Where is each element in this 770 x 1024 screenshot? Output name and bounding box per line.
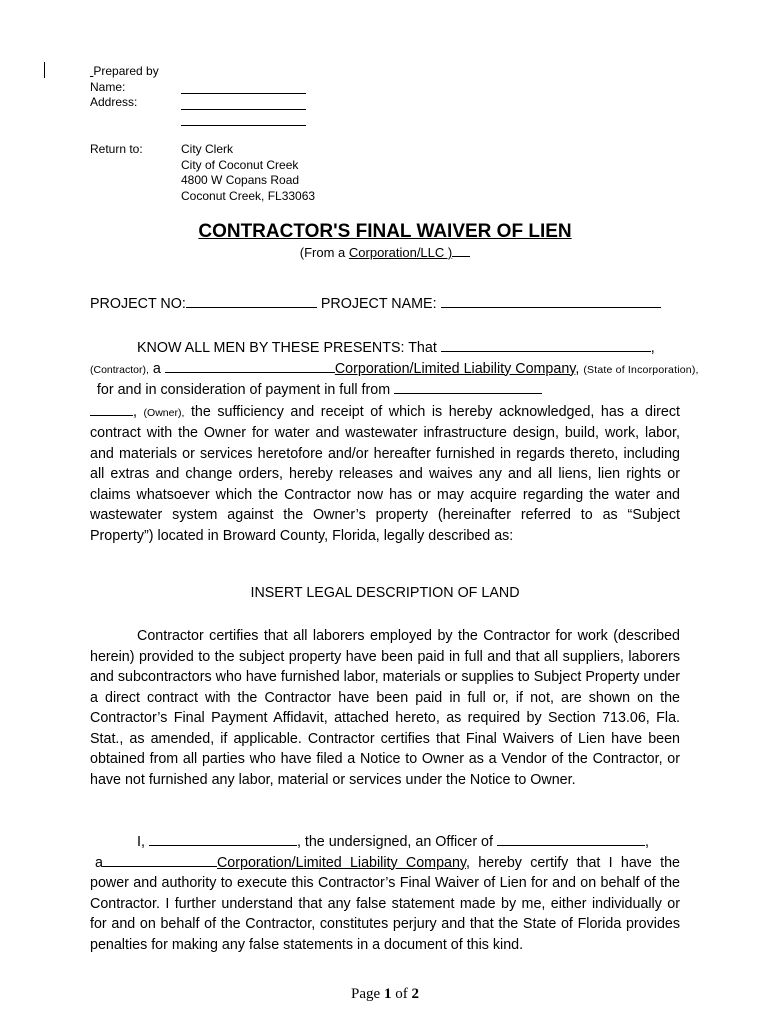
project-name-label: PROJECT NAME: <box>320 296 437 312</box>
text-cursor <box>44 62 45 78</box>
entity-type: Corporation/Limited Liability Company <box>334 360 576 377</box>
return-line: City Clerk <box>181 142 234 156</box>
owner-name-field-cont[interactable] <box>90 415 133 416</box>
paragraph-certification: Contractor certifies that all laborers employed by the Contractor for work (described herein) provided to the subject property have been paid in full and that all suppliers, laborers and subcontractors who have furnished labor, materials or supplies to Subject Property under a direct contract with the Contractor have been paid in full or, if not, are shown on the Contractor’s Final Payment Affidavit, attached hereto, as required by Section 713.06, Fla. Stat., as amended, if applicable. Contractor certifies that Final Waivers of Lien have been obtained from all parties who have filed a Notice to Owner as a Vendor of the Contractor, or have not furnished any labor, material or services under the Notice to Owner. <box>90 628 680 788</box>
address-label: Address: <box>90 95 138 109</box>
address-field-line2[interactable] <box>181 125 306 126</box>
prepared-by-label: Prepared by <box>93 64 159 78</box>
name-label: Name: <box>90 80 126 94</box>
officer-entity-field[interactable] <box>103 866 217 867</box>
legal-description-placeholder: INSERT LEGAL DESCRIPTION OF LAND <box>250 585 520 601</box>
return-to-label: Return to: <box>90 142 143 156</box>
page-number: Page 1 of 2 <box>351 986 419 1002</box>
project-line <box>90 296 661 312</box>
company-name-field[interactable] <box>497 845 645 846</box>
project-no-label: PROJECT NO: <box>90 296 186 312</box>
contractor-field[interactable] <box>165 372 335 373</box>
document-subtitle: (From a Corporation/LLC ) <box>0 245 770 260</box>
owner-name-field[interactable] <box>394 393 542 394</box>
paragraph-officer: I, , the undersigned, an Officer of , a Corporation/Limited Liability Company, hereby certify that I have the power and authority to execute this Contractor’s Final Waiver of Lien for and on behalf of the Contractor. I further understand that any false statement made by me, either individually or for and on behalf of the Contractor, constitutes perjury and that the State of Florida provides penalties for making any false statements in a document of this kind. <box>90 834 680 953</box>
return-line: City of Coconut Creek <box>181 157 299 172</box>
document-title: CONTRACTOR'S FINAL WAIVER OF LIEN <box>198 221 572 242</box>
contractor-name-field[interactable] <box>441 351 651 352</box>
name-field[interactable] <box>181 93 306 94</box>
address-field-line1[interactable] <box>181 109 306 110</box>
project-name-field[interactable] <box>441 307 661 308</box>
return-line: 4800 W Copans Road <box>181 173 300 187</box>
return-address <box>181 142 315 204</box>
project-no-field[interactable] <box>186 307 317 308</box>
officer-name-field[interactable] <box>149 845 297 846</box>
return-line: Coconut Creek, FL33063 <box>181 188 316 203</box>
paragraph-know-all-men: KNOW ALL MEN BY THESE PRESENTS: That , (Contractor), a Corporation/Limited Liability Company, (State of Incorporation), for and in consideration of payment in full from , (Owner), the sufficiency and receipt of which is hereby acknowledged, has a direct contract with the Owner for water and wastewater infrastructure design, build, work, labor, and materials or services heretofore and/or hereafter furnished in regards thereto, including all extras and change orders, hereby releases and waives any and all liens, lien rights or claims whatsoever which the Contractor now has or may acquire regarding the water and wastewater system against the Owner’s property (hereinafter referred to as “Subject Property”) located in Broward County, Florida, legally described as: <box>90 340 699 544</box>
